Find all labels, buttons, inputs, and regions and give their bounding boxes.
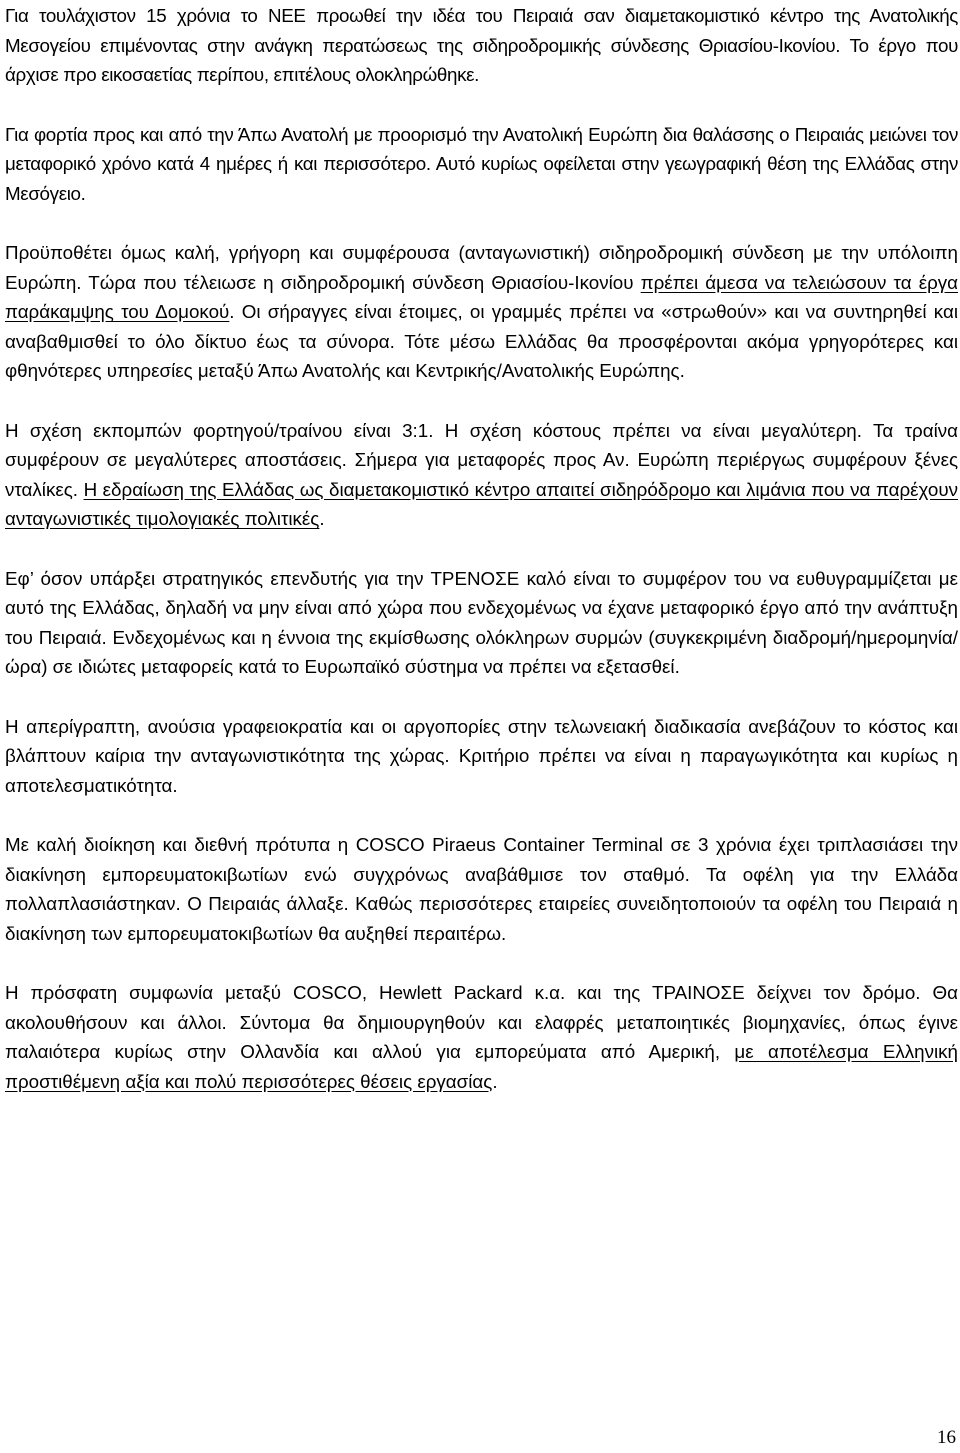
- paragraph-text: .: [319, 508, 325, 529]
- underlined-text: με αποτέλεσμα Ελληνική προστιθέμενη αξία και πολύ περισσότερες θέσεις εργασίας: [5, 1041, 959, 1092]
- paragraph-text: Η σχέση εκπομπών φορτηγού/τραίνου είναι 3:1. Η σχέση κόστους πρέπει να είναι μεγαλύτερη. Τα τραίνα συμφέρουν σε μεγαλύτερες αποστάσεις. Σήμερα για μεταφορές προς Αν. Ευρώπη περιέργως συμφέρουν ξένες νταλίκες.: [5, 419, 958, 500]
- paragraph-8: [5, 978, 958, 1096]
- underlined-text: Η εδραίωση της Ελλάδας ως διαμετακομιστικό κέντρο απαιτεί σιδηρόδρομο και λιμάνια που να παρέχουν ανταγωνιστικές τιμολογιακές πολιτικές: [5, 478, 959, 529]
- underlined-text: πρέπει άμεσα να τελειώσουν τα έργα παράκαμψης του Δομοκού: [5, 271, 959, 322]
- paragraph-text: Η απερίγραπτη, ανούσια γραφειοκρατία και οι αργοπορίες στην τελωνειακή διαδικασία ανεβάζουν το κόστος και βλάπτουν καίρια την ανταγωνιστικότητα της χώρας. Κριτήριο πρέπει να είναι η παραγωγικότητα και κυρίως η αποτελεσματικότητα.: [5, 715, 958, 796]
- paragraph-text: . Οι σήραγγες είναι έτοιμες, οι γραμμές πρέπει να «στρωθούν» και να συντηρηθεί και αναβαθμισθεί το όλο δίκτυο έως τα σύνορα. Τότε μέσω Ελλάδας θα προσφέρονται ακόμα γρηγορότερες και φθηνότερες υπηρεσίες μεταξύ Άπω Ανατολής και Κεντρικής/Ανατολικής Ευρώπης.: [5, 301, 958, 381]
- paragraph-text: Για φορτία προς και από την Άπω Ανατολή με προορισμό την Ανατολική Ευρώπη δια θαλάσσης ο Πειραιάς μειώνει τον μεταφορικό χρόνο κατά 4 ημέρες ή και περισσότερο. Αυτό κυρίως οφείλεται στην γεωγραφική θέση της Ελλάδας στην Μεσόγειο.: [5, 123, 958, 204]
- paragraph-1: [5, 1, 958, 90]
- paragraph-5: [5, 564, 958, 682]
- paragraph-text: .: [492, 1070, 498, 1092]
- paragraph-text: Με καλή διοίκηση και διεθνή πρότυπα η COSCO Piraeus Container Terminal σε 3 χρόνια έχει τριπλασιάσει την διακίνηση εμπορευματοκιβωτίων ενώ συγχρόνως αναβάθμισε τον σταθμό. Τα οφέλη για την Ελλάδα πολλαπλασιάστηκαν. Ο Πειραιάς άλλαξε. Καθώς περισσότερες εταιρείες συνειδητοποιούν τα οφέλη του Πειραιά η διακίνηση των εμπορευματοκιβωτίων θα αυξηθεί περαιτέρω.: [5, 834, 958, 944]
- paragraph-7: [5, 830, 958, 948]
- paragraph-2: [5, 120, 958, 209]
- paragraph-4: [5, 416, 958, 534]
- paragraph-text: Προϋποθέτει όμως καλή, γρήγορη και συμφέρουσα (ανταγωνιστική) σιδηροδρομική σύνδεση με την υπόλοιπη Ευρώπη. Τώρα που τέλειωσε η σιδηροδρομική σύνδεση Θριασίου-Ικονίου: [5, 242, 958, 293]
- paragraph-6: [5, 712, 958, 801]
- document-page: [5, 0, 958, 1126]
- paragraph-text: Η πρόσφατη συμφωνία μεταξύ COSCO, Hewlett Packard κ.α. και της ΤΡΑΙΝΟΣΕ δείχνει τον δρόμο. Θα ακολουθήσουν και άλλοι. Σύντομα θα δημιουργηθούν και ελαφρές μεταποιητικές βιομηχανίες, όπως έγινε παλαιότερα κυρίως στην Ολλανδία και αλλού για εμπορεύματα από Αμερική,: [5, 982, 958, 1062]
- paragraph-3: [5, 238, 958, 386]
- paragraph-text: Για τουλάχιστον 15 χρόνια το ΝΕΕ προωθεί την ιδέα του Πειραιά σαν διαμετακομιστικό κέντρο της Ανατολικής Μεσογείου επιμένοντας στην ανάγκη περατώσεως της σιδηροδρομικής σύνδεσης Θριασίου-Ικονίου. Το έργο που άρχισε προ εικοσαετίας περίπου, επιτέλους ολοκληρώθηκε.: [5, 5, 958, 85]
- page-number: 16: [937, 1427, 956, 1448]
- paragraph-text: Εφ’ όσον υπάρξει στρατηγικός επενδυτής για την ΤΡΕΝΟΣΕ καλό είναι το συμφέρον του να ευθυγραμμίζεται με αυτό της Ελλάδας, δηλαδή να μην είναι από χώρα που ενδεχομένως να έχανε μεταφορικό έργο από την ανάπτυξη του Πειραιά. Ενδεχομένως και η έννοια της εκμίσθωσης ολόκληρων συρμών (συγκεκριμένη διαδρομή/ημερομηνία/ώρα) σε ιδιώτες μεταφορείς κατά το Ευρωπαϊκό σύστημα να πρέπει να εξετασθεί.: [5, 567, 958, 677]
